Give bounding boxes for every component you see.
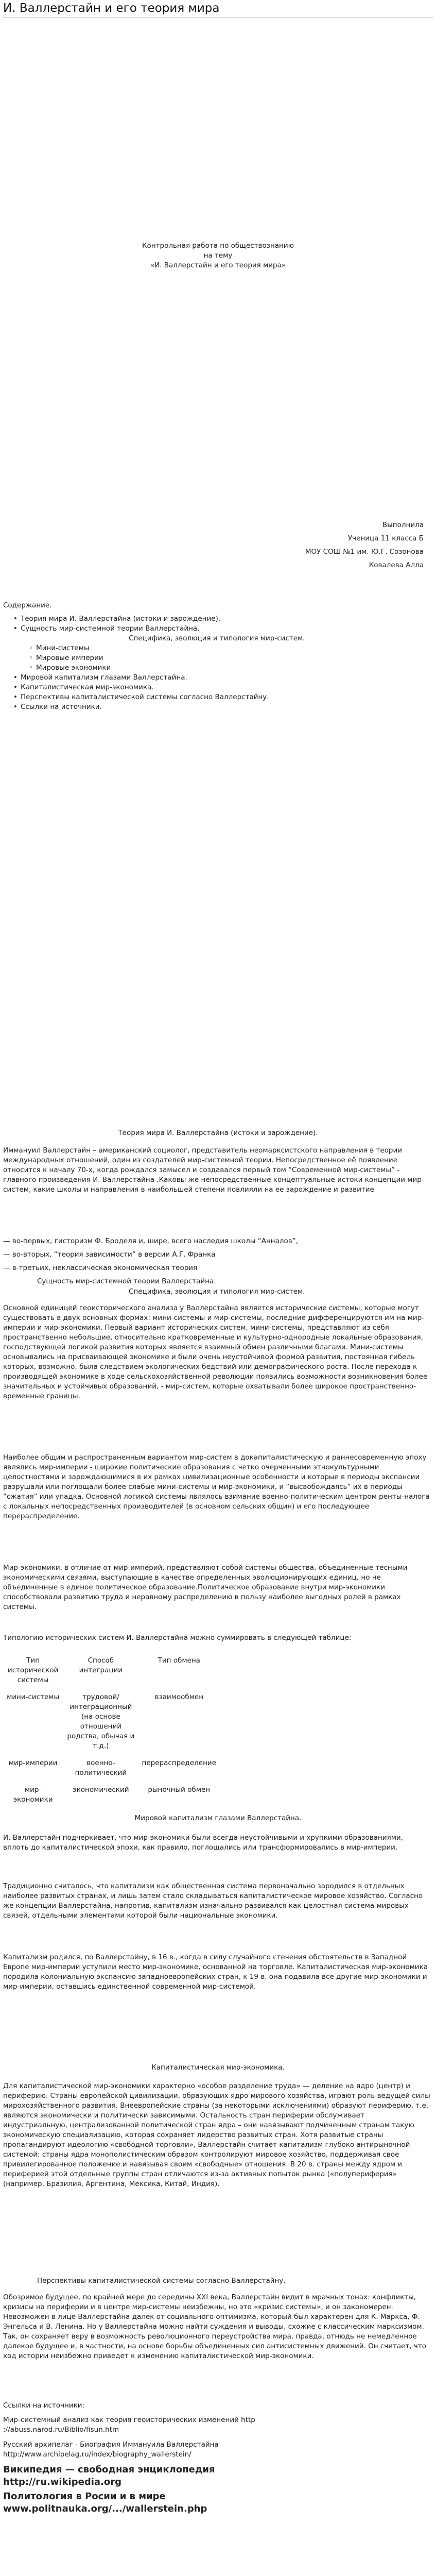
table-header-row <box>3 1656 219 1685</box>
section1-heading: Теория мира И. Валлерстайна (истоки и зарождение). <box>118 1129 318 1137</box>
section2-heading: Сущность мир-системной теории Валлерстайна. <box>37 1277 216 1285</box>
section4-heading: Капиталистическая мир-экономика. <box>151 2063 285 2072</box>
table-header: Тип исторической системы <box>7 1656 59 1684</box>
cover-topic: «И. Валлерстайн и его теория мира» <box>150 261 286 269</box>
title-rule <box>3 17 433 18</box>
table-header: Способ интеграции <box>79 1656 123 1674</box>
source-link[interactable]: Политология в Росии и в мире <box>3 2491 166 2502</box>
table-row <box>3 1751 219 1778</box>
toc-item: • Перспективы капиталистической системы согласно Валлерстайну. <box>13 692 269 702</box>
table-cell: взаимообмен <box>154 1693 204 1701</box>
section2-subheading: Специфика, эволюция и типология мир-систем. <box>129 1287 305 1296</box>
section1-bullet: — во-вторых, “теория зависимости” в версии А.Г. Франка <box>3 1250 216 1259</box>
page-title: И. Валлерстайн и его теория мира <box>3 2 220 15</box>
section3-heading: Мировой капитализм глазами Валлерстайна. <box>134 1814 302 1822</box>
cover-school: МОУ СОШ №1 им. Ю.Г. Созонова <box>305 548 424 556</box>
toc-item: • Сущность мир-системной теории Валлерстайна. <box>13 624 220 634</box>
table-cell: трудовой/интеграционный (на основе отношений родства, обычая и т.д.) <box>67 1693 135 1750</box>
cover-line-2: на тему <box>203 251 233 260</box>
table-cell: рыночный обмен <box>148 1786 211 1794</box>
toc-subheading: Специфика, эволюция и типология мир-систем. <box>129 634 305 642</box>
source-link-url[interactable]: http://www.archipelag.ru/index/biography_wallerstein/ <box>3 2450 191 2459</box>
toc-sublist <box>29 643 111 673</box>
toc-item: • Капиталистическая мир-экономика. <box>13 683 269 692</box>
toc-item: • Ссылки на источники. <box>13 702 269 712</box>
cover-performed: Выполнила <box>382 521 424 529</box>
cover-author: Ковалева Алла <box>369 561 424 569</box>
cover-line-1: Контрольная работа по обществознанию <box>142 242 294 250</box>
source-link-url[interactable]: http://ru.wikipedia.org <box>3 2477 121 2487</box>
source-link-url[interactable]: ://abuss.narod.ru/Biblio/fisun.htm <box>3 2426 119 2434</box>
table-header: Тип обмена <box>158 1656 200 1665</box>
toc-heading: Содержание. <box>3 601 52 609</box>
section1-bullet: — во-первых, гисторизм Ф. Броделя и, шире, всего наследия школы “Анналов”, <box>3 1237 299 1245</box>
toc-subitem: ◦ Мировые экономики <box>29 663 111 673</box>
toc-subitem: ◦ Мировые империи <box>29 653 111 663</box>
source-link[interactable]: Википедия — свободная энциклопедия <box>3 2464 215 2475</box>
table-row <box>3 1685 219 1751</box>
table-cell: мир-империи <box>8 1759 58 1767</box>
source-link[interactable]: Мир-системный анализ как теория геоисторических изменений http <box>3 2416 255 2424</box>
section4-paragraph: Для капиталистической мир-экономики характерно «особое разделение труда» — деление на ядро (центр) и периферию. Страны европейской цивилизации, образующих ядро мирового хозяйства, играют роль ведущей силы мирохозяйственного развития. Внеевропейские страны (за некоторыми исключениями) образуют периферию, т.е. являются экономически и политически зависимыми. Остальность стран периферии обслуживает индустриальную, централизованной политической стран ядра – они навязывают подчиненным странам такую экономическую специализацию, которая сохраняет лидерство развитых стран. Хотя развитые страны пропагандируют идеологию «свободной торговли», Валлерстайн считает капитализм глубоко антирыночной системой: страны ядра монополистическим образом контролируют мировое хозяйство, поддерживая свое привилегированное положение и навязывая своим «свободные» отношения. В 20 в. страны между ядром и периферией этой отдельные группы стран отличаются из-за активных попыток рынка («полупериферия» (например, Бразилия, Аргентина, Мексика, Китай, Индия). <box>3 2082 430 2188</box>
section3-paragraph: Традиционно считалось, что капитализм как общественная система первоначально зародился в отдельных наиболее развитых странах, и лишь затем стало складываться капиталистическое мировое хозяйство. Согласно же концепции Валлерстайна, напротив, капитализм изначально развивался как целостная система мировых связей, отдельными элементами которой были национальные экономики. <box>3 1882 423 1920</box>
section2-table-intro: Типологию исторических систем И. Валлерстайна можно суммировать в следующей таблице: <box>3 1634 352 1642</box>
typology-table <box>3 1656 219 1805</box>
toc-list-2 <box>13 673 269 712</box>
source-link-url[interactable]: www.politnauka.org/.../wallerstein.php <box>3 2503 207 2514</box>
cover-student: Ученица 11 класса Б <box>347 534 424 543</box>
section1-bullet: — в-третьих, неклассическая экономическая теория <box>3 1264 198 1272</box>
table-cell: экономический <box>73 1786 129 1794</box>
table-cell: мир-экономики <box>13 1786 53 1804</box>
section1-text: Иммануил Валлерстайн – американский социолог, представитель неомарксистского направления в теории международных отношений, один из создателей мир-системной теории. Непосредственное её появление относится к началу 70-х, когда рождался замысел и создавался первый том “Современной мир-системы” - главного произведения И. Валлерстайна .Каковы же непосредственные концептуальные истоки концепции мир-систем, какие школы и направления в наибольшей степени повлияли на ее зарождение и развитие <box>3 1146 424 1194</box>
section2-paragraph: Наиболее общим и распространенным вариантом мир-систем в докапиталистическую и раннесовременную эпоху являлись мир-империи - широкие политические образования с четко очерченными этнокультурными целостностями и зарождающимися в их рамках цивилизационные особенности и которые в периоды экспансии разрушали или поглощали более слабые мини-системы и мир-экономики, и “высвобождаясь” их в периоды “сжатия” или упадка. Основной логикой системы являлось взимание военно-политическим центром ренты-налога с локальных непосредственных производителей (в основном сельских общин) и его последующее перераспределение. <box>3 1453 430 1520</box>
section4-paragraph: Обозримое будущее, по крайней мере до середины XXI века, Валлерстайн видит в мрачных тонах: конфликты, кризисы на периферии и в центре мир-системы неизбежны, но это «кризис системы», и он закономерен. Невозможен в лице Валлерстайна далек от социального оптимизма, который был характерен для К. Маркса, Ф. Энгельса и В. Ленина. Но у Валлерстайна можно найти суждения и выводы, схожие с классическим марксизмом. Так, он сохраняет веру в возможность революционного переустройства мира, правда, отнюдь не немедленное далекое будущее и, в частности, на основе борьбы объединенных сил антисистемных движений. Он считает, что ход истории неизбежно приведет к изменению капиталистической мир-экономики. <box>3 2293 427 2360</box>
toc-list <box>13 614 220 634</box>
section4-heading-2: Перспективы капиталистической системы согласно Валлерстайну. <box>37 2277 286 2285</box>
section2-paragraph: Основной единицей геоисторического анализа у Валлерстайна является исторические системы, которые могут существовать в двух основных формах: мини-системы и мир-системы, последние дифференцируются им на мир-империи и мир-экономики. Первый вариант исторических систем, мини-системы, представляют из себя пространственно небольшие, относительно кратковременные и культурно-однородные локальные образования, господствующей логикой развития которых является взаимный обмен различными благами. Мини-системы основывались на присваивающей экономике и были очень неустойчивой формой развития, постоянная гибель которых, возможно, была следствием экологических бедствий или демографического роста. После перехода к производящей экономике в ходе сельскохозяйственной революции появились возможности возникновения более значительных и устойчивых образований, - мир-систем, которые охватывали более широкое пространственно-временные границы. <box>3 1304 428 1400</box>
toc-item: • Теория мира И. Валлерстайна (истоки и зарождение). <box>13 614 220 624</box>
section3-paragraph: И. Валлерстайн подчеркивает, что мир-экономики были всегда неустойчивыми и хрупкими образованиями, вплоть до капиталистической эпохи, как правило, поглощались или трансформировались в мир-империи. <box>3 1834 403 1852</box>
table-cell: военно-политический <box>75 1759 127 1777</box>
source-link[interactable]: Русский архипелаг - Биография Иммануила Валлерстайна <box>3 2441 219 2449</box>
section2-paragraph: Мир-экономики, в отличие от мир-империй, представляют собой системы общества, объединенные тесными экономическими связями, выступающие в качестве определенных эволюционирующих единиц, но не объединенные в единое политическое образование.Политическое образование внутри мир-экономики способствовали развитию труда и неравному распределению в пользу наиболее выгодных ролей в рамках системы. <box>3 1564 408 1611</box>
toc-item: • Мировой капитализм глазами Валлерстайна. <box>13 673 269 683</box>
section3-paragraph: Капитализм родился, по Валлерстайну, в 16 в., когда в силу случайного стечения обстоятельств в Западной Европе мир-империи уступили место мир-экономике, основанной на торговле. Капиталистическая мир-экономика породила колониальную экспансию западноевропейских стран, к 19 в. она подавила все другие мир-экономики и мир-империи, оставшись единственной современной мир-системой. <box>3 1953 428 1991</box>
table-cell: перераспределение <box>142 1759 216 1767</box>
table-cell: мини-системы <box>7 1693 60 1701</box>
toc-subitem: ◦ Мини-системы <box>29 643 111 653</box>
links-heading: Ссылки на источники: <box>3 2401 85 2410</box>
table-row <box>3 1778 219 1805</box>
